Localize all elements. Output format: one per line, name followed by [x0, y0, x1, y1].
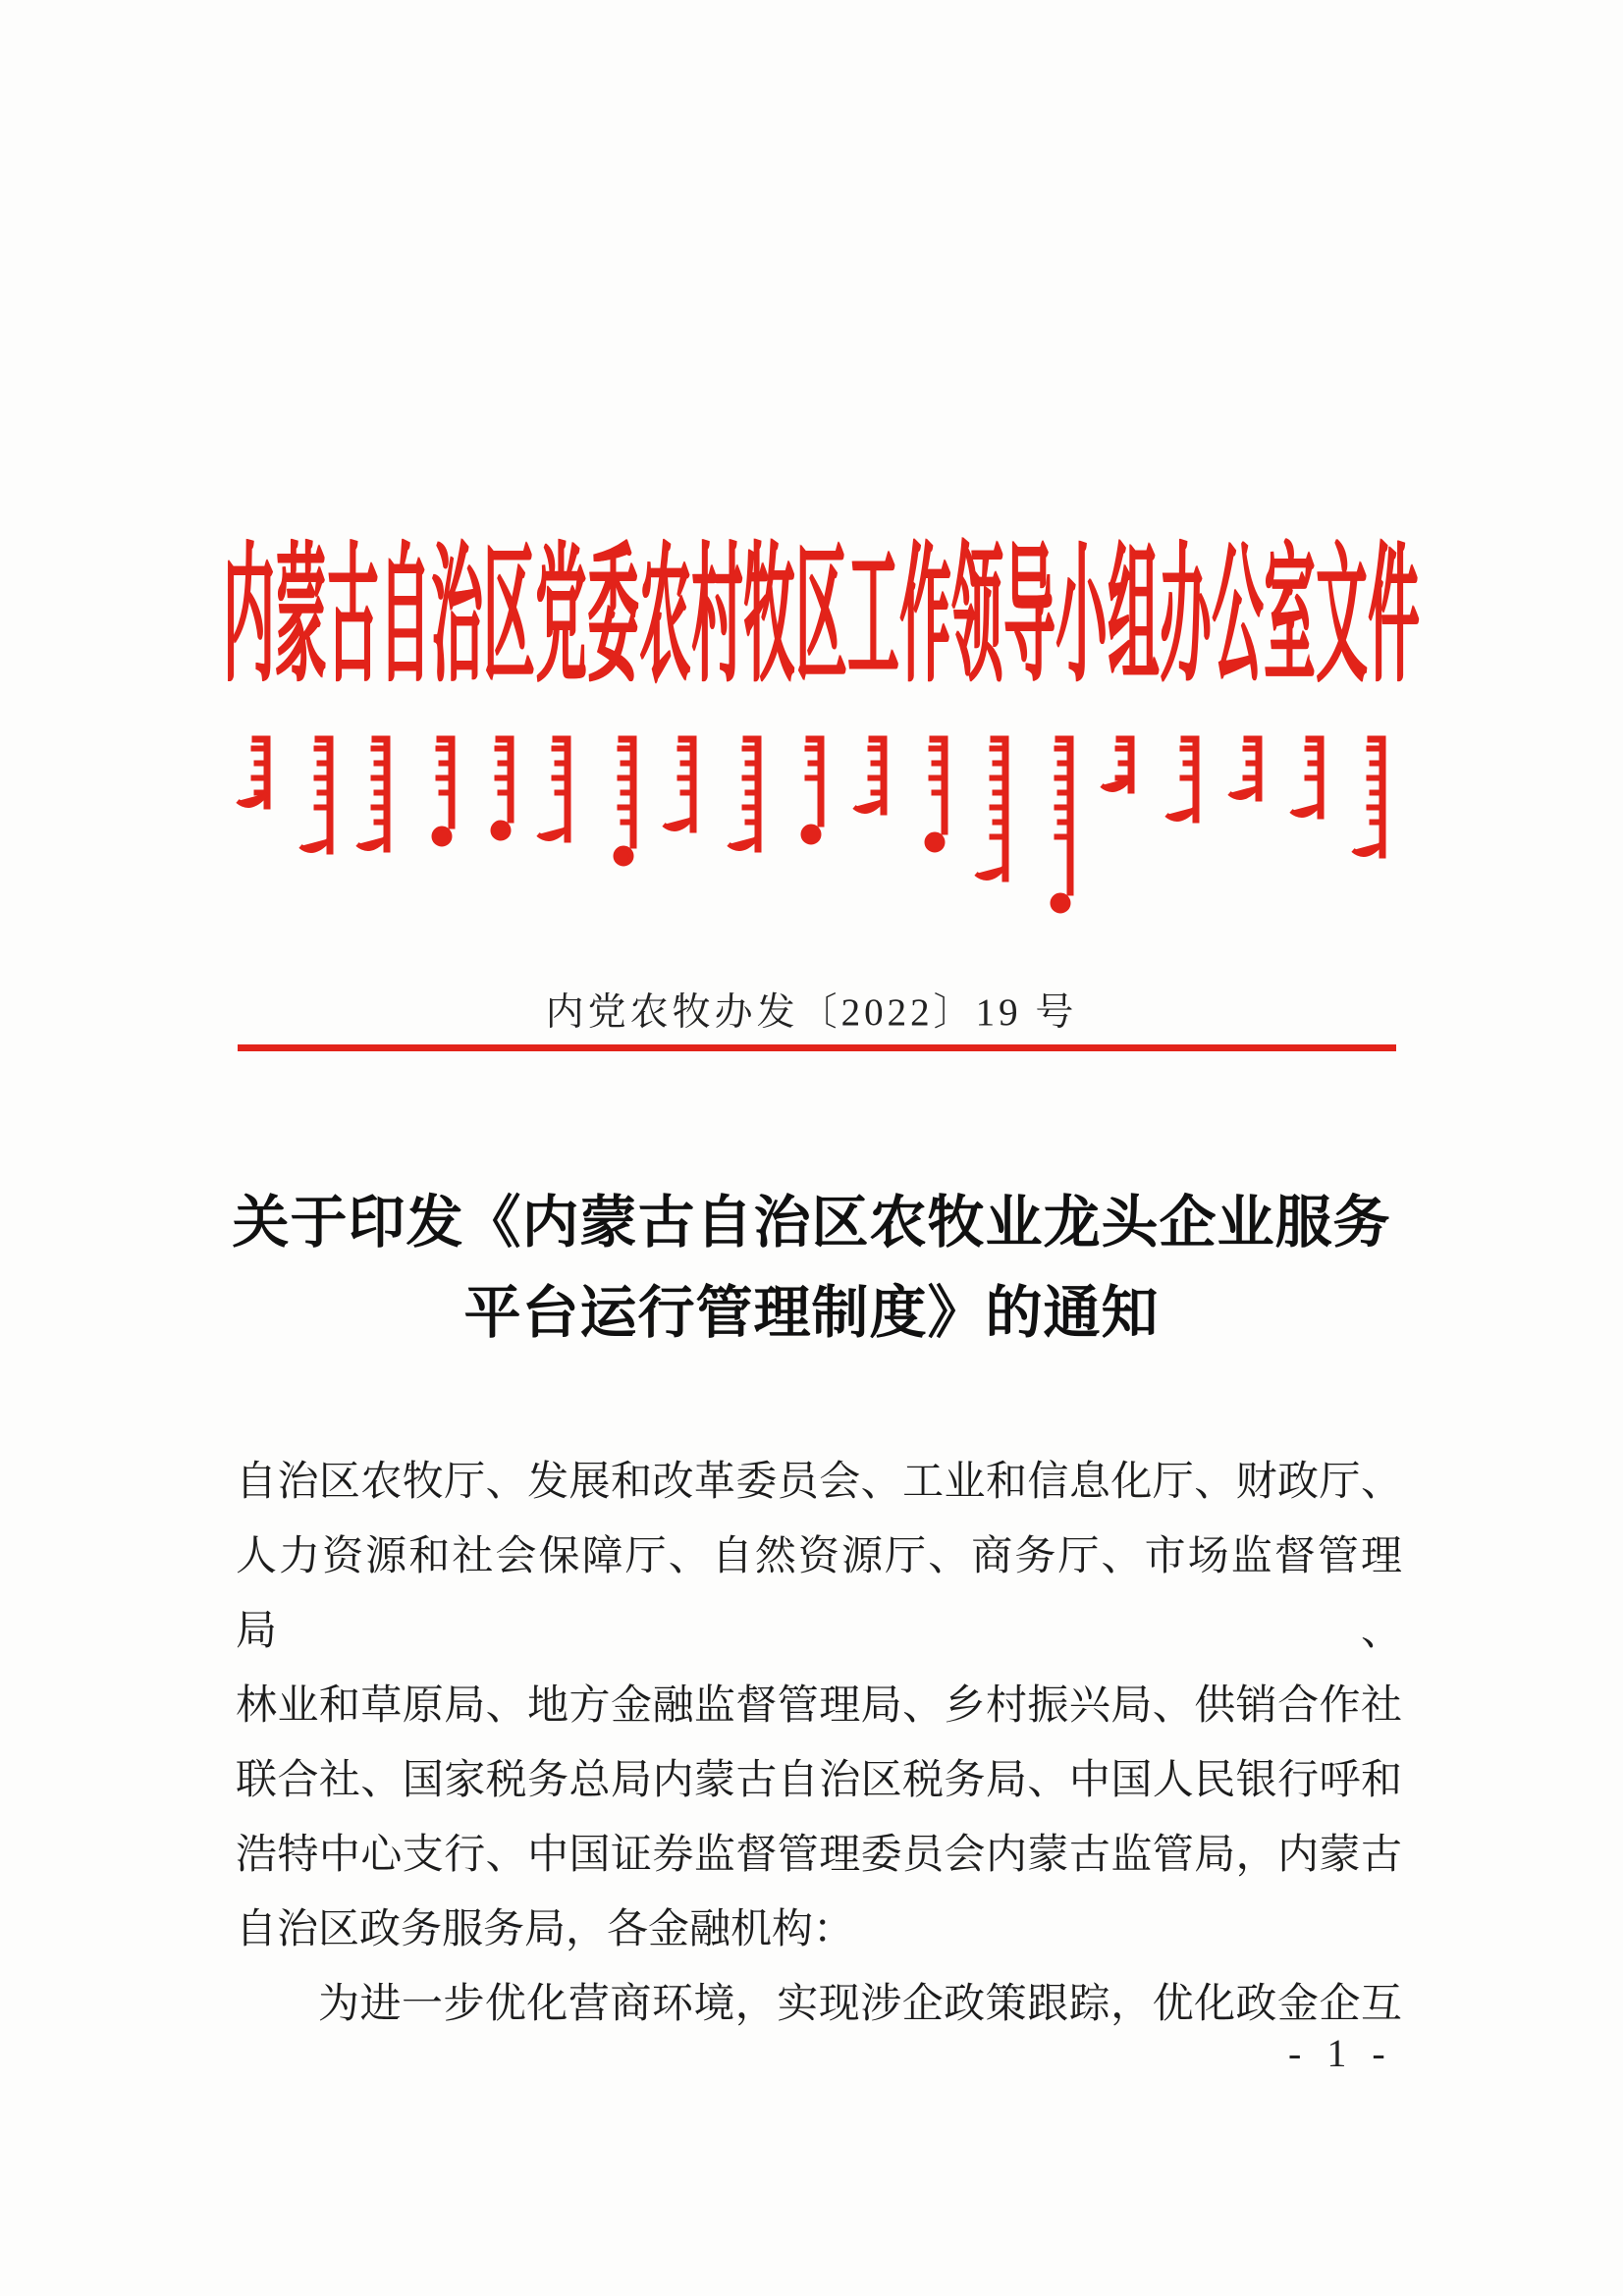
notice-title-line-2: 平台运行管理制度》的通知: [463, 1281, 1160, 1345]
mongolian-script-title: [0, 734, 1623, 916]
org-masthead-title: 内蒙古自治区党委农村牧区工作领导小组办公室文件: [222, 537, 1420, 703]
document-body: [236, 1445, 1402, 2042]
page-number: - 1 -: [1288, 2031, 1393, 2075]
paragraph-line: 为进一步优化营商环境，实现涉企政策跟踪，优化政金企互: [318, 1982, 1402, 2027]
document-number: 内党农牧办发〔2022〕19 号: [545, 991, 1078, 1034]
recipients-line: 浩特中心支行、中国证券监督管理委员会内蒙古监管局，内蒙古: [236, 1833, 1402, 1878]
recipients-line: 自治区政务服务局，各金融机构：: [236, 1907, 855, 1952]
recipients-line: 人力资源和社会保障厅、自然资源厅、商务厅、市场监督管理局、: [236, 1534, 1402, 1654]
notice-title-line-1: 关于印发《内蒙古自治区农牧业龙头企业服务: [232, 1191, 1391, 1255]
document-header: [20, 537, 1623, 703]
recipients-line: 林业和草原局、地方金融监督管理局、乡村振兴局、供销合作社: [236, 1683, 1402, 1729]
recipients-line: 自治区农牧厅、发展和改革委员会、工业和信息化厅、财政厅、: [236, 1460, 1402, 1505]
recipients-line: 联合社、国家税务总局内蒙古自治区税务局、中国人民银行呼和: [236, 1758, 1402, 1803]
notice-title: [0, 1178, 1623, 1359]
red-divider-line: [238, 1044, 1396, 1051]
